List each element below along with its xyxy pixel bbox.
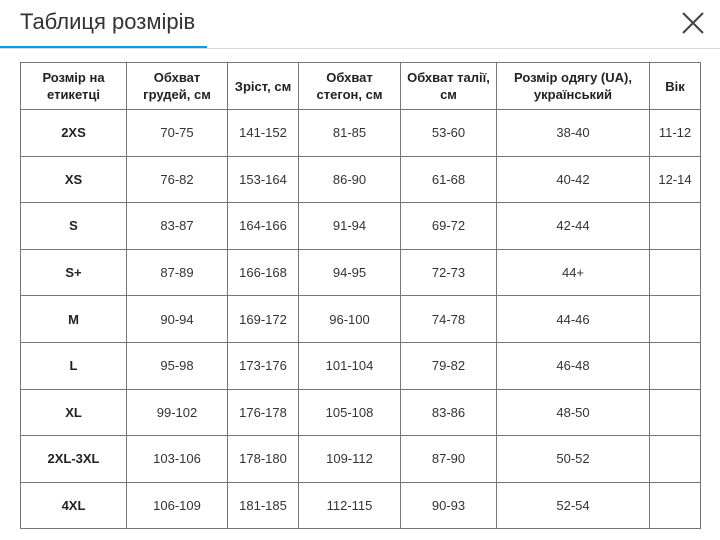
- age-cell: [650, 203, 701, 250]
- age-cell: 11-12: [650, 110, 701, 157]
- table-row: [21, 249, 701, 296]
- waist-cell: 53-60: [401, 110, 497, 157]
- height-cell: 178-180: [228, 436, 299, 483]
- waist-cell: 69-72: [401, 203, 497, 250]
- age-cell: [650, 389, 701, 436]
- chest-cell: 70-75: [127, 110, 228, 157]
- size-cell: XL: [21, 389, 127, 436]
- chest-cell: 99-102: [127, 389, 228, 436]
- table-row: [21, 110, 701, 157]
- height-cell: 169-172: [228, 296, 299, 343]
- chest-cell: 95-98: [127, 342, 228, 389]
- hips-cell: 109-112: [299, 436, 401, 483]
- table-row: [21, 482, 701, 529]
- ua-size-cell: 42-44: [497, 203, 650, 250]
- chest-cell: 83-87: [127, 203, 228, 250]
- age-cell: [650, 436, 701, 483]
- height-cell: 164-166: [228, 203, 299, 250]
- age-cell: [650, 296, 701, 343]
- modal-title: Таблиця розмірів: [20, 9, 196, 34]
- waist-cell: 83-86: [401, 389, 497, 436]
- chest-cell: 76-82: [127, 156, 228, 203]
- chest-cell: 87-89: [127, 249, 228, 296]
- size-cell: L: [21, 342, 127, 389]
- age-cell: [650, 342, 701, 389]
- size-cell: 4XL: [21, 482, 127, 529]
- ua-size-cell: 44+: [497, 249, 650, 296]
- waist-cell: 74-78: [401, 296, 497, 343]
- hips-cell: 91-94: [299, 203, 401, 250]
- chest-cell: 90-94: [127, 296, 228, 343]
- height-cell: 181-185: [228, 482, 299, 529]
- column-header: Розмір на етикетці: [21, 63, 127, 110]
- table-row: [21, 296, 701, 343]
- modal-header: [0, 0, 720, 49]
- waist-cell: 72-73: [401, 249, 497, 296]
- hips-cell: 101-104: [299, 342, 401, 389]
- age-cell: [650, 482, 701, 529]
- hips-cell: 112-115: [299, 482, 401, 529]
- ua-size-cell: 44-46: [497, 296, 650, 343]
- table-row: [21, 203, 701, 250]
- age-cell: 12-14: [650, 156, 701, 203]
- chest-cell: 103-106: [127, 436, 228, 483]
- ua-size-cell: 48-50: [497, 389, 650, 436]
- ua-size-cell: 40-42: [497, 156, 650, 203]
- height-cell: 173-176: [228, 342, 299, 389]
- size-cell: 2XL-3XL: [21, 436, 127, 483]
- table-row: [21, 342, 701, 389]
- column-header: Розмір одягу (UA), український: [497, 63, 650, 110]
- size-cell: M: [21, 296, 127, 343]
- column-header: Вік: [650, 63, 701, 110]
- ua-size-cell: 50-52: [497, 436, 650, 483]
- close-button[interactable]: [680, 10, 706, 36]
- waist-cell: 90-93: [401, 482, 497, 529]
- title-underline: [0, 46, 207, 48]
- table-row: [21, 436, 701, 483]
- size-cell: XS: [21, 156, 127, 203]
- ua-size-cell: 52-54: [497, 482, 650, 529]
- height-cell: 153-164: [228, 156, 299, 203]
- table-header-row: [21, 63, 701, 110]
- column-header: Обхват талії, см: [401, 63, 497, 110]
- waist-cell: 87-90: [401, 436, 497, 483]
- height-cell: 176-178: [228, 389, 299, 436]
- size-cell: S+: [21, 249, 127, 296]
- close-icon: [680, 10, 706, 36]
- waist-cell: 61-68: [401, 156, 497, 203]
- hips-cell: 105-108: [299, 389, 401, 436]
- waist-cell: 79-82: [401, 342, 497, 389]
- chest-cell: 106-109: [127, 482, 228, 529]
- hips-cell: 94-95: [299, 249, 401, 296]
- size-cell: 2XS: [21, 110, 127, 157]
- height-cell: 141-152: [228, 110, 299, 157]
- hips-cell: 96-100: [299, 296, 401, 343]
- column-header: Обхват грудей, см: [127, 63, 228, 110]
- hips-cell: 86-90: [299, 156, 401, 203]
- table-row: [21, 389, 701, 436]
- table-row: [21, 156, 701, 203]
- column-header: Зріст, см: [228, 63, 299, 110]
- height-cell: 166-168: [228, 249, 299, 296]
- column-header: Обхват стегон, см: [299, 63, 401, 110]
- size-cell: S: [21, 203, 127, 250]
- ua-size-cell: 46-48: [497, 342, 650, 389]
- hips-cell: 81-85: [299, 110, 401, 157]
- size-table: [20, 62, 701, 529]
- age-cell: [650, 249, 701, 296]
- ua-size-cell: 38-40: [497, 110, 650, 157]
